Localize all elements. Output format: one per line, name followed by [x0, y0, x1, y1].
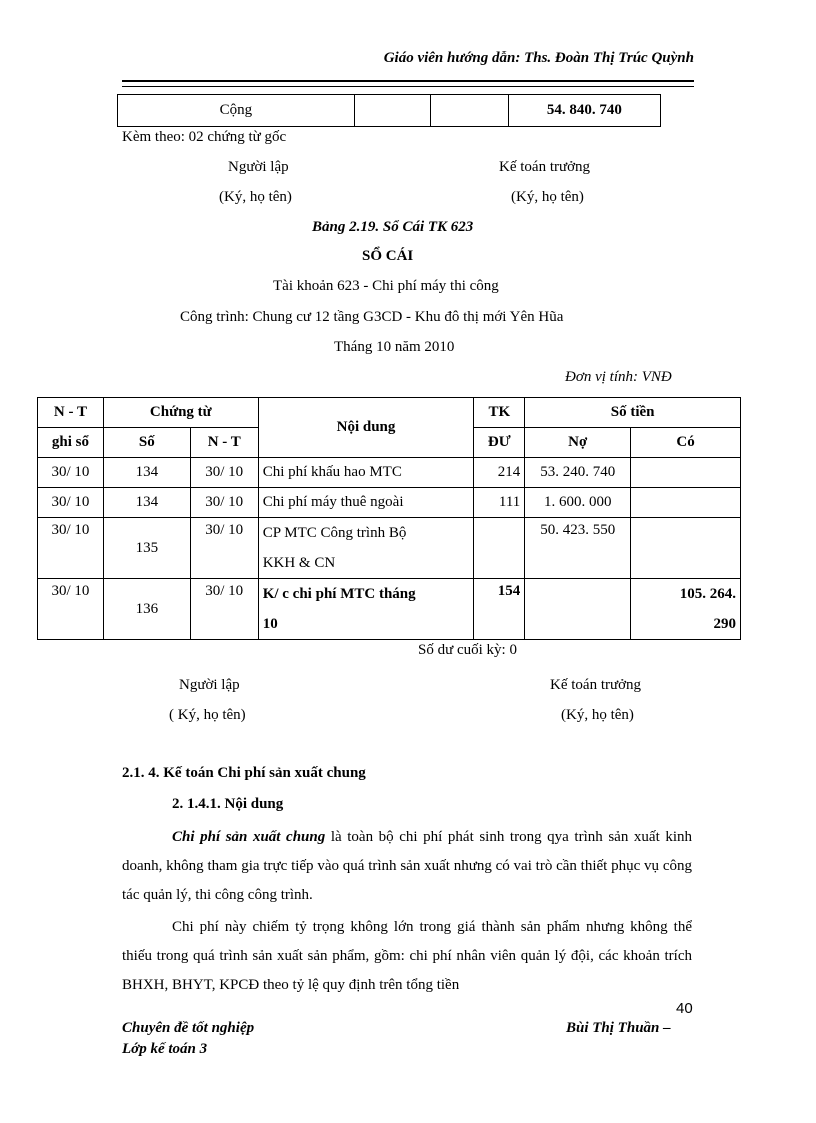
table-row [38, 579, 741, 640]
row-tk [474, 518, 525, 579]
row-content: Chi phí máy thuê ngoài [258, 488, 474, 518]
preparer-label-top: Người lập [228, 159, 289, 175]
term-highlight: Chi phí sản xuất chung [172, 829, 326, 845]
row-voucher-date: 30/ 10 [190, 518, 258, 579]
row-content: Chi phí khấu hao MTC [258, 458, 474, 488]
row-content-line2: KKH & CN [262, 555, 336, 571]
chief-sign-bottom: (Ký, họ tên) [561, 707, 634, 723]
header-voucher-no: Số [103, 428, 190, 458]
header-nt: N - T [38, 398, 104, 428]
total-label: Cộng [118, 95, 355, 127]
attachment-note: Kèm theo: 02 chứng từ gốc [122, 129, 287, 145]
advisor-header: Giáo viên hướng dẫn: Ths. Đoàn Thị Trúc Quỳnh [383, 50, 694, 66]
header-rule-thin [122, 86, 694, 87]
row-voucher-no: 136 [103, 579, 190, 640]
row-credit-line1: 105. 264. [679, 586, 736, 602]
chief-sign-top: (Ký, họ tên) [511, 189, 584, 205]
row-credit [631, 518, 741, 579]
ledger-heading: SỔ CÁI [362, 248, 414, 264]
footer-left-line1: Chuyên đề tốt nghiệp [122, 1020, 255, 1036]
table-header-row [38, 398, 741, 428]
page-number: 40 [676, 1000, 693, 1017]
preparer-sign-top: (Ký, họ tên) [219, 189, 292, 205]
header-tk: TK [474, 398, 525, 428]
row-debit: 50. 423. 550 [525, 518, 631, 579]
row-content-line1: CP MTC Công trình Bộ [262, 525, 407, 541]
header-voucher-date: N - T [190, 428, 258, 458]
row-date: 30/ 10 [38, 458, 104, 488]
header-amount: Số tiền [525, 398, 741, 428]
empty-cell [431, 95, 509, 127]
row-credit-line2: 290 [713, 616, 736, 632]
table-row [38, 458, 741, 488]
summary-table [117, 94, 661, 127]
row-credit [631, 579, 741, 640]
preparer-sign-bottom: ( Ký, họ tên) [169, 707, 246, 723]
row-date: 30/ 10 [38, 579, 104, 640]
footer-right: Bùi Thị Thuần – [566, 1020, 671, 1036]
row-voucher-no: 134 [103, 488, 190, 518]
row-voucher-date: 30/ 10 [190, 488, 258, 518]
paragraph-1-text: là toàn bộ chi phí phát sinh trong qya trình sản xuất kinh doanh, không tham gia trực tiếp vào quá trình sản xuất nhưng có vai trò cần thiết phục vụ công tác quản lý, thi công công trình. [122, 829, 692, 903]
table-caption: Bảng 2.19. Sổ Cái TK 623 [312, 219, 474, 235]
empty-cell [354, 95, 431, 127]
header-tk-line2: ĐƯ [474, 428, 525, 458]
table-row [38, 488, 741, 518]
header-nt-line2: ghi sổ [38, 428, 104, 458]
row-debit: 53. 240. 740 [525, 458, 631, 488]
table-row [38, 518, 741, 579]
row-credit [631, 488, 741, 518]
row-content-line2: 10 [262, 616, 278, 632]
account-title: Tài khoản 623 - Chi phí máy thi công [273, 278, 499, 294]
row-content [258, 518, 474, 579]
row-debit [525, 579, 631, 640]
unit-label: Đơn vị tính: VNĐ [565, 369, 672, 385]
row-credit [631, 458, 741, 488]
row-voucher-no: 135 [103, 518, 190, 579]
row-tk: 214 [474, 458, 525, 488]
row-debit: 1. 600. 000 [525, 488, 631, 518]
row-voucher-no: 134 [103, 458, 190, 488]
row-tk: 111 [474, 488, 525, 518]
header-content: Nội dung [258, 398, 474, 458]
preparer-label-bottom: Người lập [179, 677, 240, 693]
total-value: 54. 840. 740 [508, 95, 660, 127]
row-tk: 154 [474, 579, 525, 640]
header-rule-thick [122, 80, 694, 82]
footer-left-line2: Lớp kế toán 3 [122, 1041, 208, 1057]
chief-label-top: Kế toán trưởng [499, 159, 591, 175]
section-heading: 2.1. 4. Kế toán Chi phí sản xuất chung [122, 765, 366, 781]
row-date: 30/ 10 [38, 518, 104, 579]
header-debit: Nợ [525, 428, 631, 458]
table-row [118, 95, 661, 127]
closing-balance: Số dư cuối kỳ: 0 [418, 642, 517, 658]
row-content-line1: K/ c chi phí MTC tháng [262, 586, 416, 602]
project-title: Công trình: Chung cư 12 tầng G3CD - Khu đô thị mới Yên Hũa [180, 309, 564, 325]
header-voucher: Chứng từ [103, 398, 258, 428]
paragraph-1 [122, 823, 692, 910]
ledger-table [37, 397, 741, 640]
row-voucher-date: 30/ 10 [190, 579, 258, 640]
row-voucher-date: 30/ 10 [190, 458, 258, 488]
section-subheading: 2. 1.4.1. Nội dung [172, 796, 284, 812]
paragraph-2: Chi phí này chiếm tỷ trọng không lớn trong giá thành sản phẩm nhưng không thể thiếu trong quá trình sản xuất sản phẩm, gồm: chi phí nhân viên quản lý đội, các khoản trích BHXH, BHYT, KPCĐ theo tỷ lệ quy định trên tổng tiền [122, 919, 692, 993]
header-credit: Có [631, 428, 741, 458]
row-content [258, 579, 474, 640]
row-date: 30/ 10 [38, 488, 104, 518]
period-title: Tháng 10 năm 2010 [334, 339, 455, 355]
chief-label-bottom: Kế toán trưởng [550, 677, 642, 693]
